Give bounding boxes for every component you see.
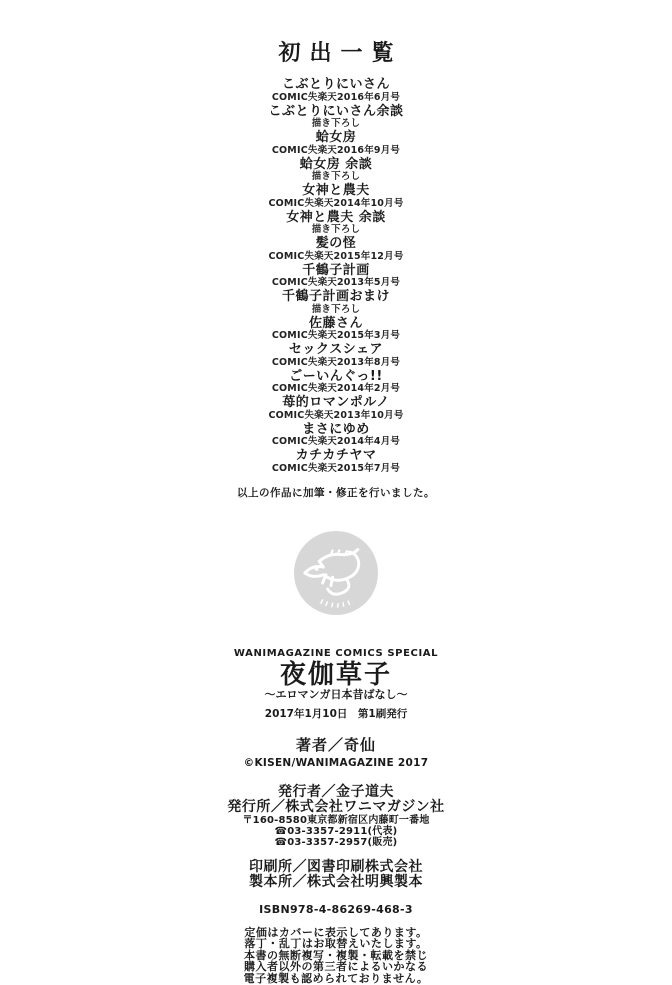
work-entry [272,317,400,341]
work-title: 苺的ロマンポルノ [282,395,390,411]
book-subtitle: ～エロマンガ日本昔ばなし～ [264,687,408,701]
work-source: COMIC失楽天2013年10月号 [268,409,404,421]
legal-notices [244,927,429,985]
work-entry [272,343,400,367]
work-source: COMIC失楽天2014年2月号 [271,383,401,395]
phone-sales: ☎03-3357-2957(販売) [274,836,398,848]
publisher-address: 〒160-8580東京都新宿区内藤町一番地 [242,814,430,826]
work-source: COMIC失楽天2015年3月号 [271,330,401,342]
work-source: COMIC失楽天2013年5月号 [271,277,401,289]
printer-line: 印刷所／図書印刷株式会社 [249,858,423,875]
work-source: COMIC失楽天2016年9月号 [271,144,401,156]
print-edition-info: 2017年1月10日 第1刷発行 [264,707,408,720]
work-source: COMIC失楽天2013年8月号 [271,356,401,368]
work-entry [272,78,400,102]
work-entry [268,396,403,420]
author-line: 著者／奇仙 [295,735,376,754]
work-entry [272,264,400,288]
work-source: 描き下ろし [311,118,361,130]
printer-block [249,860,423,890]
work-title: ごーいんぐっ!! [289,368,383,384]
work-source: COMIC失楽天2014年10月号 [268,197,404,209]
work-entry [268,184,403,208]
work-source: COMIC失楽天2016年6月号 [271,91,401,103]
legal-notice-line: 本書の無断複写・複製・転載を禁じ [243,948,428,962]
work-source: 描き下ろし [311,224,361,236]
work-entry [286,211,386,235]
work-title: 女神と農夫 余談 [286,209,386,225]
work-title: こぶとりにいさん余談 [268,103,404,119]
imprint-label: WANIMAGAZINE COMICS SPECIAL [233,647,439,659]
work-entry [268,105,403,129]
work-entry [272,449,400,473]
wanimagazine-crocodile-logo [294,531,378,615]
work-title: まさにゆめ [302,421,370,437]
page-title: 初出一覧 [278,41,403,66]
work-title: 佐藤さん [308,315,363,331]
work-title: カチカチヤマ [295,448,377,464]
work-entry [268,237,403,261]
work-entry [300,158,373,182]
work-source: COMIC失楽天2014年4月号 [271,436,401,448]
copyright-line: ©KISEN/WANIMAGAZINE 2017 [243,756,429,769]
work-source: COMIC失楽天2015年7月号 [271,462,401,474]
binder-line: 製本所／株式会社明興製本 [249,873,423,890]
work-title: 髪の怪 [315,236,357,252]
work-title: 千鶴子計画おまけ [281,289,390,305]
isbn: ISBN978-4-86269-468-3 [259,902,413,916]
work-entry [272,370,400,394]
work-entry [282,290,390,314]
revision-note: 以上の作品に加筆・修正を行いました。 [237,486,435,499]
phone-main: ☎03-3357-2911(代表) [274,825,398,837]
work-title: 千鶴子計画 [302,262,370,278]
colophon-block [227,648,444,985]
works-list [268,78,403,476]
crocodile-seal-icon [294,531,378,615]
book-title: 夜伽草子 [279,659,392,690]
work-title: 蛤女房 余談 [299,156,373,172]
publisher-company: 発行所／株式会社ワニマガジン社 [227,798,445,815]
legal-notice-line: 電子複製も認められておりません。 [243,971,429,985]
work-source: COMIC失楽天2015年12月号 [268,250,404,262]
publisher-block [227,785,444,848]
work-title: こぶとりにいさん [281,77,390,93]
legal-notice-line: 落丁・乱丁はお取替えいたします。 [244,937,428,951]
work-title: 女神と農夫 [302,183,370,199]
legal-notice-line: 定価はカバーに表示してあります。 [244,925,428,939]
work-entry [272,131,400,155]
work-title: セックスシェア [288,342,384,358]
work-source: 描き下ろし [311,303,361,315]
legal-notice-line: 購入者以外の第三者によるいかなる [243,960,428,974]
work-entry [272,423,400,447]
work-title: 蛤女房 [315,130,357,146]
work-source: 描き下ろし [311,171,361,183]
publisher-person: 発行者／金子道夫 [278,783,394,800]
